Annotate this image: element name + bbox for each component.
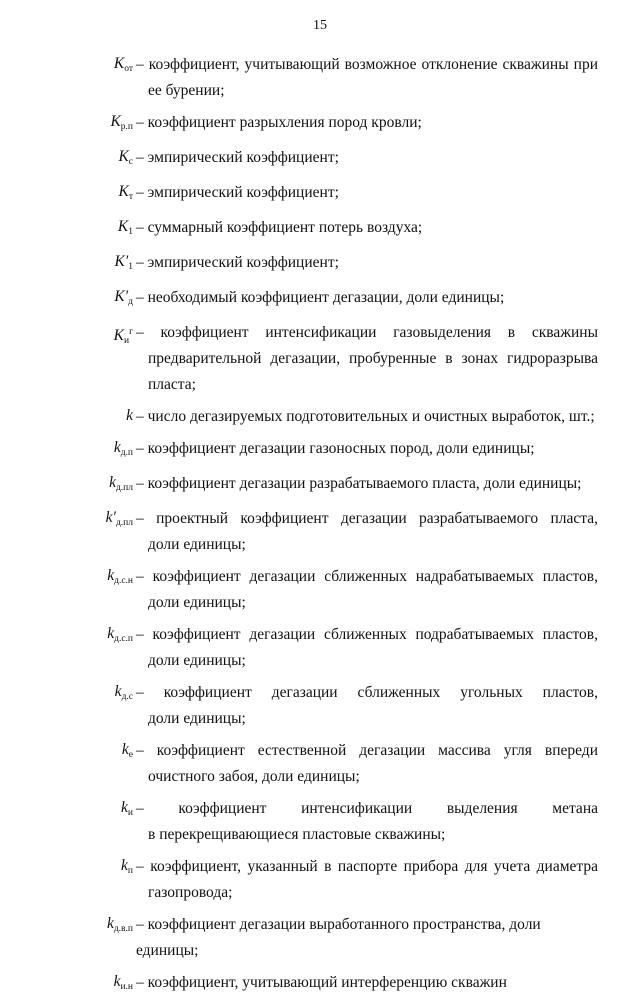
- symbol: [0, 320, 136, 398]
- definition-line: – коэффициент дегазации разрабатываемого пласта, доли единицы;: [136, 475, 582, 492]
- symbol: [0, 796, 136, 848]
- definition-text: [136, 145, 604, 174]
- symbol: [0, 250, 136, 279]
- definition-line: газопровода;: [148, 884, 233, 901]
- definition-line: – суммарный коэффициент потерь воздуха;: [136, 219, 423, 236]
- symbol-subscript: е: [128, 750, 133, 760]
- definition-line: доли единицы;: [148, 594, 246, 611]
- definition-entry: [0, 110, 640, 139]
- definition-text: [136, 404, 604, 430]
- symbol: [0, 215, 136, 244]
- symbol-subscript: с: [128, 157, 133, 167]
- definition-text: [136, 912, 604, 964]
- definition-entry: [0, 215, 640, 244]
- definition-text: [136, 854, 604, 906]
- definition-line: пласта;: [148, 376, 196, 393]
- symbol: [0, 145, 136, 174]
- symbol-subscript: и.н: [120, 982, 133, 992]
- symbol: [0, 506, 136, 558]
- symbol-subscript: 1: [128, 227, 133, 237]
- definition-text: [136, 436, 604, 465]
- symbol: [0, 436, 136, 465]
- definition-entry: [0, 796, 640, 848]
- definition-line: – число дегазируемых подготовительных и очистных выработок, шт.;: [136, 408, 595, 425]
- definition-line: – коэффициент разрыхления пород кровли;: [136, 114, 422, 131]
- definition-line: – коэффициент интенсификации газовыделения в скважины: [136, 324, 598, 341]
- definition-text: [136, 250, 604, 279]
- symbol-base: K: [118, 183, 129, 200]
- symbol-subscript: д.с.п: [114, 634, 133, 644]
- definition-text: [136, 680, 604, 732]
- symbol: [0, 52, 136, 104]
- definition-line: – необходимый коэффициент дегазации, доли единицы;: [136, 289, 505, 306]
- symbol: [0, 912, 136, 964]
- definition-line: доли единицы;: [148, 652, 246, 669]
- definition-entry: [0, 680, 640, 732]
- definition-line: – коэффициент дегазации сближенных угольных пластов,: [136, 684, 598, 701]
- symbol-subscript: д.п: [120, 448, 133, 458]
- definition-entry: [0, 471, 640, 500]
- definition-text: [136, 180, 604, 209]
- definition-entry: [0, 180, 640, 209]
- definition-text: [136, 110, 604, 139]
- definition-text: [136, 471, 604, 500]
- symbol: [0, 854, 136, 906]
- symbol-base: k: [109, 474, 116, 491]
- symbol: [0, 970, 136, 999]
- symbol-base: k: [121, 857, 128, 874]
- definition-text: [136, 738, 604, 790]
- symbol-base: k: [106, 915, 114, 932]
- symbol-base: K′: [114, 253, 129, 270]
- definition-entry: [0, 250, 640, 279]
- symbol: [0, 471, 136, 500]
- definition-entry: [0, 854, 640, 906]
- symbol-subscript: и: [127, 808, 133, 818]
- definition-entry: [0, 970, 640, 999]
- symbol-base: k: [121, 741, 129, 758]
- definition-entry: [0, 912, 640, 964]
- definition-text: [136, 52, 604, 104]
- symbol: [0, 738, 136, 790]
- definition-line: – коэффициент дегазации сближенных подрабатываемых пластов,: [136, 626, 598, 643]
- symbol-base: K: [118, 148, 129, 165]
- symbol-base: k: [107, 567, 115, 584]
- definition-line: доли единицы;: [148, 536, 246, 553]
- definition-entry: [0, 285, 640, 314]
- definitions-list: [0, 52, 640, 1005]
- symbol-superscript: г: [129, 327, 133, 337]
- definition-line: – проектный коэффициент дегазации разрабатываемого пласта,: [136, 510, 598, 527]
- symbol-subscript: д.в.п: [113, 924, 133, 934]
- symbol-subscript: д.с: [121, 692, 133, 702]
- symbol-base: k′: [105, 509, 116, 526]
- symbol-base: K: [117, 218, 129, 235]
- definition-entry: [0, 622, 640, 674]
- definition-line: – коэффициент, учитывающий возможное отклонение скважины при: [136, 56, 598, 73]
- definition-text: [136, 970, 604, 999]
- symbol-subscript: р.п: [120, 122, 133, 132]
- symbol-base: K: [113, 55, 125, 72]
- symbol: [0, 285, 136, 314]
- symbol: [0, 622, 136, 674]
- definition-entry: [0, 564, 640, 616]
- definition-line: – коэффициент, указанный в паспорте прибора для учета диаметра: [136, 858, 598, 875]
- definition-line: – эмпирический коэффициент;: [136, 254, 339, 271]
- symbol-base: k: [114, 683, 122, 700]
- symbol: [0, 680, 136, 732]
- definition-line: – эмпирический коэффициент;: [136, 184, 339, 201]
- symbol-subscript: д: [128, 297, 133, 307]
- symbol-base: K′: [114, 288, 129, 305]
- definition-entry: [0, 738, 640, 790]
- definition-line: – коэффициент дегазации выработанного пространства, доли единицы;: [136, 916, 541, 959]
- symbol-subscript: п: [127, 866, 133, 876]
- definition-text: [136, 796, 604, 848]
- definition-entry: [0, 52, 640, 104]
- symbol-subscript: д.пл: [115, 518, 133, 528]
- definition-line: ее бурении;: [148, 82, 225, 99]
- page-number: 15: [313, 18, 327, 33]
- symbol: [0, 404, 136, 430]
- definition-line: – коэффициент интенсификации выделения метана: [136, 800, 598, 817]
- definition-text: [136, 622, 604, 674]
- definition-line: доли единицы;: [148, 710, 246, 727]
- symbol-base: K: [110, 113, 121, 130]
- symbol-subscript: д.пл: [115, 483, 133, 493]
- definition-line: – коэффициент, учитывающий интерференцию скважин: [136, 974, 507, 991]
- definition-line: – коэффициент естественной дегазации массива угля впереди: [136, 742, 598, 759]
- definition-text: [136, 215, 604, 244]
- symbol: [0, 180, 136, 209]
- definition-text: [136, 506, 604, 558]
- symbol-subscript: и: [124, 336, 130, 347]
- symbol-base: k: [113, 439, 121, 456]
- definition-entry: [0, 506, 640, 558]
- definition-line: – коэффициент дегазации сближенных надрабатываемых пластов,: [136, 568, 598, 585]
- definition-text: [136, 285, 604, 314]
- definition-entry: [0, 404, 640, 430]
- symbol-subscript: т: [128, 192, 133, 202]
- symbol-base: k: [126, 407, 133, 424]
- symbol-subscript: 1: [128, 262, 133, 272]
- definition-entry: [0, 320, 640, 398]
- definition-line: предварительной дегазации, пробуренные в зонах гидроразрыва: [148, 350, 598, 367]
- symbol-base: k: [113, 973, 121, 990]
- definition-line: очистного забоя, доли единицы;: [148, 768, 360, 785]
- definition-text: [136, 320, 604, 398]
- definition-line: – коэффициент дегазации газоносных пород, доли единицы;: [136, 440, 535, 457]
- symbol-base: k: [107, 625, 115, 642]
- symbol-subscript: д.с.н: [114, 576, 133, 586]
- definition-text: [136, 564, 604, 616]
- definition-entry: [0, 436, 640, 465]
- symbol-subscript: от: [124, 64, 133, 74]
- definition-line: – эмпирический коэффициент;: [136, 149, 339, 166]
- symbol-base: k: [121, 799, 128, 816]
- definition-line: в перекрещивающиеся пластовые скважины;: [148, 826, 446, 843]
- symbol-base: K: [113, 327, 124, 345]
- definition-entry: [0, 145, 640, 174]
- symbol: [0, 564, 136, 616]
- symbol: [0, 110, 136, 139]
